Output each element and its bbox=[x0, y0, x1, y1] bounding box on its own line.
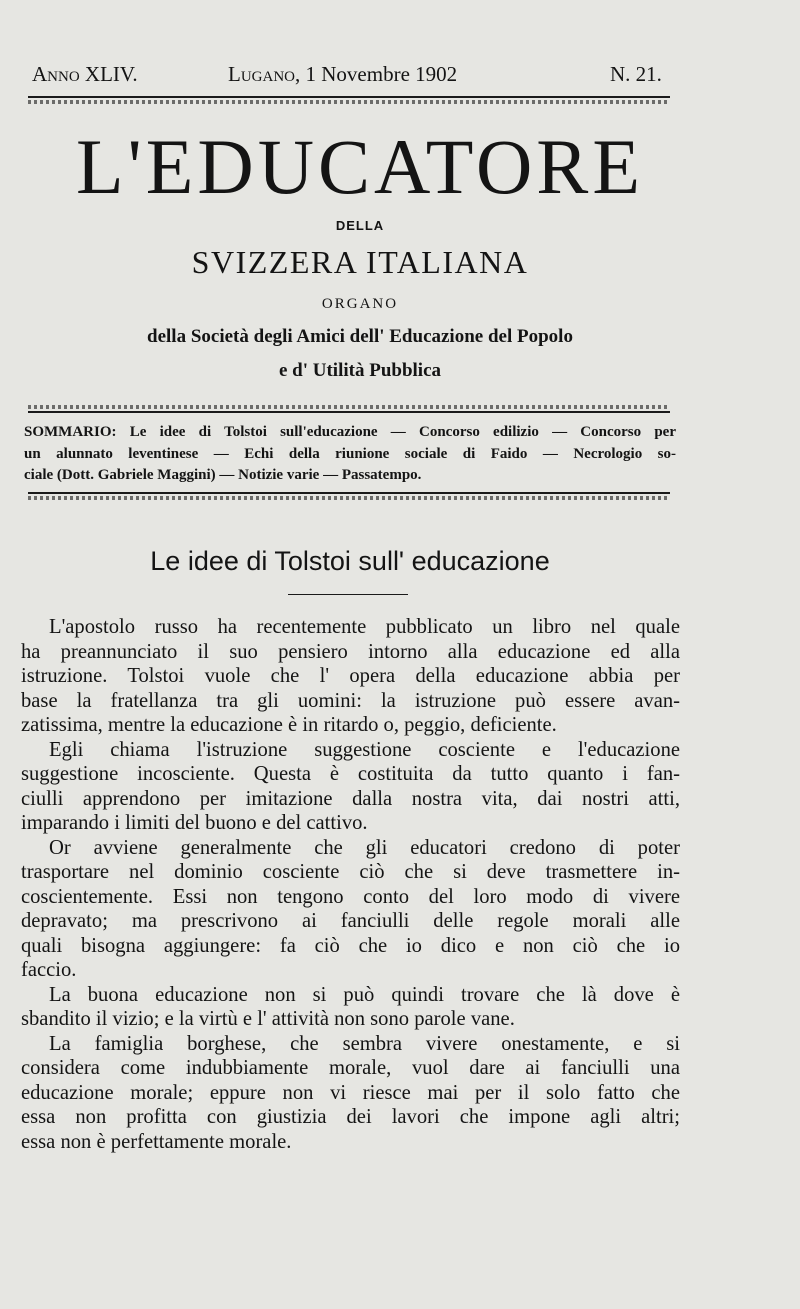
masthead-della: DELLA bbox=[335, 218, 385, 233]
issue-number: N. 21. bbox=[610, 62, 662, 86]
volume-prefix: Anno bbox=[32, 62, 80, 86]
volume-number: XLIV. bbox=[84, 62, 138, 86]
body-line: imparando i limiti del buono e del cattivo. bbox=[21, 812, 368, 834]
masthead-society-line: della Società degli Amici dell' Educazione del Popolo bbox=[147, 326, 573, 347]
masthead-subtitle: SVIZZERA ITALIANA bbox=[191, 244, 529, 280]
issue-date bbox=[228, 62, 457, 87]
masthead-organo: ORGANO bbox=[321, 296, 399, 312]
body-line: sbandito il vizio; e la virtù e l' attività non sono parole vane. bbox=[21, 1008, 515, 1030]
body-line: L'apostolo russo ha recentemente pubblicato un libro nel quale bbox=[49, 616, 680, 638]
body-line: La buona educazione non si può quindi trovare che là dove è bbox=[49, 983, 680, 1006]
body-line: trasportare nel dominio cosciente ciò che si deve trasmettere in- bbox=[21, 861, 680, 883]
issue-place: Lugano, bbox=[228, 62, 301, 86]
sommario-line: un alunnato leventinese — Echi della riunione sociale di Faido — Necrologio so- bbox=[24, 445, 676, 462]
body-line: istruzione. Tolstoi vuole che l' opera della educazione abbia per bbox=[21, 665, 680, 687]
body-line: considera come indubbiamente morale, vuol dare ai fanciulli una bbox=[21, 1057, 680, 1079]
body-line: zatissima, mentre la educazione è in ritardo o, peggio, deficiente. bbox=[21, 714, 557, 736]
body-line: educazione morale; eppure non vi riesce mai per il solo fatto che bbox=[21, 1081, 680, 1104]
article-title-rule bbox=[288, 594, 408, 595]
body-line: quali bisogna aggiungere: fa ciò che io dico e non ciò che io bbox=[21, 934, 680, 957]
header-rule-wavy bbox=[28, 100, 670, 104]
sommario-bottom-rule bbox=[28, 492, 670, 494]
sommario-bottom-wavy bbox=[28, 496, 670, 500]
issue-date-value: 1 Novembre 1902 bbox=[305, 62, 458, 86]
body-line: base la fratellanza tra gli uomini: la istruzione può essere avan- bbox=[21, 689, 680, 712]
body-line: La famiglia borghese, che sembra vivere onestamente, e si bbox=[49, 1032, 680, 1055]
masthead-title: L'EDUCATORE bbox=[76, 123, 644, 210]
sommario-line: SOMMARIO: Le idee di Tolstoi sull'educazione — Concorso edilizio — Concorso per bbox=[24, 424, 676, 440]
sommario-line: ciale (Dott. Gabriele Maggini) — Notizie varie — Passatempo. bbox=[24, 467, 422, 483]
body-line: ha preannunciato il suo pensiero intorno alla educazione ed alla bbox=[21, 640, 680, 663]
masthead-utility-line: e d' Utilità Pubblica bbox=[278, 360, 442, 381]
sommario-top-wavy bbox=[28, 405, 670, 409]
body-line: ciulli apprendono per imitazione dalla nostra vita, dai nostri atti, bbox=[21, 787, 680, 810]
body-line: suggestione incosciente. Questa è costituita da tutto quanto i fan- bbox=[21, 763, 680, 785]
body-line: faccio. bbox=[21, 959, 77, 981]
body-line: Or avviene generalmente che gli educatori credono di poter bbox=[49, 836, 680, 859]
sommario-top-rule bbox=[28, 411, 670, 413]
article-title: Le idee di Tolstoi sull' educazione bbox=[150, 546, 550, 576]
issue-header bbox=[32, 62, 672, 92]
body-line: depravato; ma prescrivono ai fanciulli delle regole morali alle bbox=[21, 910, 680, 932]
volume-label bbox=[32, 62, 138, 87]
body-line: Egli chiama l'istruzione suggestione cosciente e l'educazione bbox=[49, 738, 680, 761]
table-of-contents bbox=[24, 422, 676, 487]
body-line: essa non è perfettamente morale. bbox=[21, 1130, 292, 1153]
header-rule bbox=[28, 96, 670, 98]
body-line: essa non profitta con giustizia dei lavori che impone agli altri; bbox=[21, 1106, 680, 1128]
body-line: coscientemente. Essi non tengono conto del loro modo di vivere bbox=[21, 885, 680, 908]
article-body bbox=[21, 615, 680, 1154]
